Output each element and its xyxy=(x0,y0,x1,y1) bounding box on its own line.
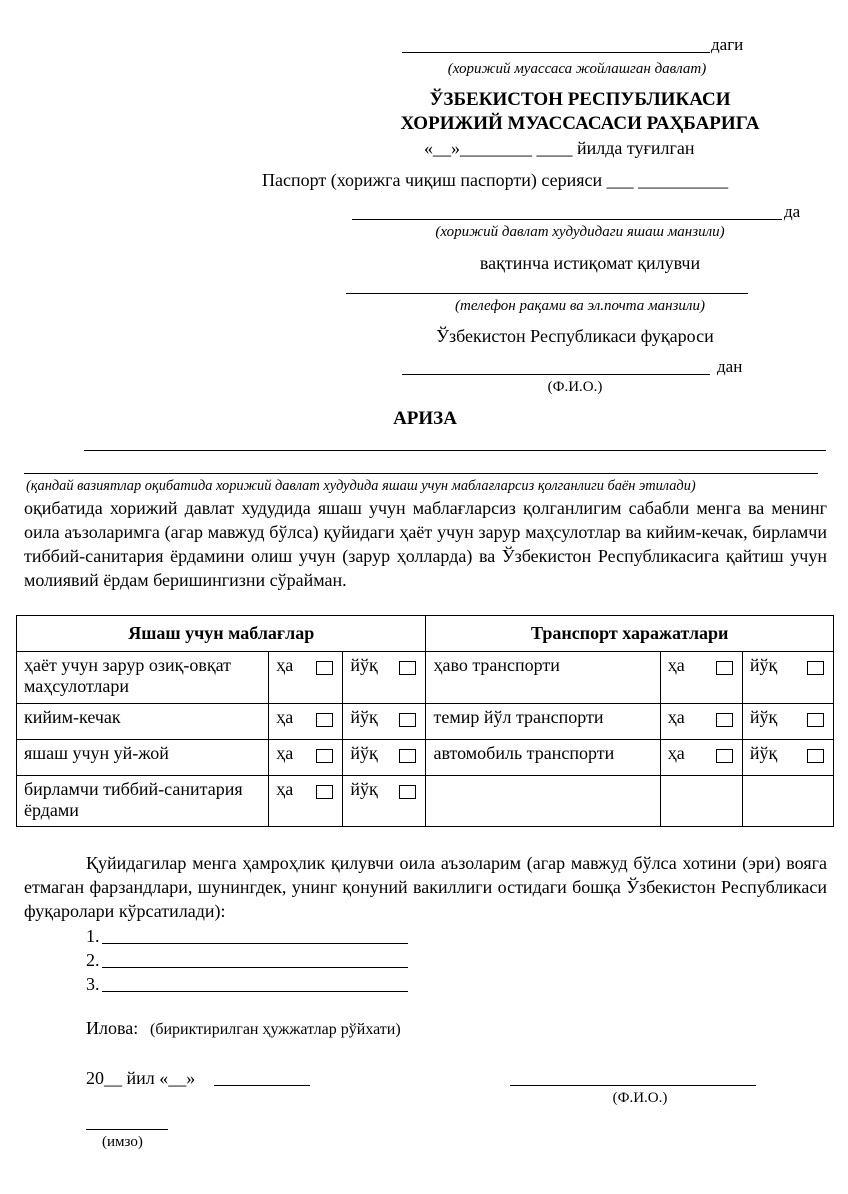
address-hint: (хорижий давлат худудидаги яшаш манзили) xyxy=(435,224,725,240)
table-row xyxy=(17,740,834,776)
yes-label: ҳа xyxy=(667,743,685,763)
yes-checkbox[interactable] xyxy=(316,749,333,763)
family-paragraph: Қуйидагилар менга ҳамроҳлик қилувчи оила аъзоларим (агар мавжуд бўлса хотини (эри) вояга етмаган фарзандлари, шунингдек, унинг қонуний вакиллиги остидаги бошқа Ўзбекистон Республикаси фуқаролари кўрсатилади): xyxy=(24,853,827,921)
assistance-table xyxy=(16,615,834,827)
transport-costs-header: Транспорт харажатлари xyxy=(426,616,834,652)
no-checkbox[interactable] xyxy=(399,713,416,727)
yes-checkbox[interactable] xyxy=(316,713,333,727)
country-line[interactable] xyxy=(402,52,710,53)
addressee-line1: ЎЗБЕКИСТОН РЕСПУБЛИКАСИ xyxy=(429,89,731,110)
yes-checkbox[interactable] xyxy=(716,749,733,763)
yes-label: ҳа xyxy=(667,707,685,727)
addressee-line2: ХОРИЖИЙ МУАССАСАСИ РАҲБАРИГА xyxy=(400,113,760,134)
no-label: йўқ xyxy=(350,655,378,675)
reason-hint: (қандай вазиятлар оқибатида хорижий давлат худудида яшаш учун маблағларсиз қолганлиги баён этилади) xyxy=(26,478,696,494)
empty-cell xyxy=(742,776,833,827)
family-item-line[interactable] xyxy=(102,967,408,968)
reason-line-1[interactable] xyxy=(84,450,826,451)
yes-label: ҳа xyxy=(667,655,685,675)
citizen-label: Ўзбекистон Республикаси фуқароси xyxy=(436,326,714,346)
empty-cell xyxy=(660,776,742,827)
no-checkbox[interactable] xyxy=(399,785,416,799)
family-item-number: 1. xyxy=(86,926,100,946)
no-label: йўқ xyxy=(749,655,778,675)
no-checkbox[interactable] xyxy=(399,749,416,763)
no-checkbox[interactable] xyxy=(807,661,824,675)
no-checkbox[interactable] xyxy=(399,661,416,675)
family-item-line[interactable] xyxy=(102,991,408,992)
attachment-hint: (бириктирилган ҳужжатлар рўйхати) xyxy=(150,1021,401,1038)
yes-label: ҳа xyxy=(276,655,294,675)
signature-line[interactable] xyxy=(86,1129,168,1130)
yes-label: ҳа xyxy=(276,779,294,799)
no-label: йўқ xyxy=(749,707,778,727)
fio-line[interactable] xyxy=(402,374,710,375)
passport-line: Паспорт (хорижга чиқиш паспорти) серияси ___ __________ xyxy=(262,170,729,190)
yes-checkbox[interactable] xyxy=(716,661,733,675)
yes-checkbox[interactable] xyxy=(316,661,333,675)
living-item-label: ҳаёт учун зарур озиқ-овқат маҳсулотлари xyxy=(17,652,269,704)
yes-label: ҳа xyxy=(276,707,294,727)
family-item-number: 3. xyxy=(86,974,100,994)
empty-cell xyxy=(426,776,660,827)
living-item-label: кийим-кечак xyxy=(17,704,269,740)
country-hint: (хорижий муассаса жойлашган давлат) xyxy=(447,61,707,77)
footer-fio-line[interactable] xyxy=(510,1085,756,1086)
living-item-label: бирламчи тиббий-санитария ёрдами xyxy=(17,776,269,827)
no-label: йўқ xyxy=(350,743,378,763)
yes-checkbox[interactable] xyxy=(716,713,733,727)
table-header-row xyxy=(17,616,834,652)
document-title: АРИЗА xyxy=(393,408,457,429)
from-suffix: дан xyxy=(717,357,743,376)
contact-hint: (телефон рақами ва эл.почта манзили) xyxy=(455,298,705,314)
birth-date-line: «__»________ ____ йилда туғилган xyxy=(424,138,695,158)
country-suffix: даги xyxy=(711,35,744,54)
no-label: йўқ xyxy=(350,707,378,727)
transport-item-label: автомобиль транспорти xyxy=(426,740,660,776)
table-row xyxy=(17,652,834,704)
contact-line[interactable] xyxy=(346,293,748,294)
transport-item-label: ҳаво транспорти xyxy=(426,652,660,704)
table-row xyxy=(17,704,834,740)
no-label: йўқ xyxy=(350,779,378,799)
family-item-number: 2. xyxy=(86,950,100,970)
footer-fio-hint: (Ф.И.О.) xyxy=(612,1090,668,1106)
family-item-line[interactable] xyxy=(102,943,408,944)
address-line[interactable] xyxy=(352,219,782,220)
table-row xyxy=(17,776,834,827)
no-label: йўқ xyxy=(749,743,778,763)
reason-line-2[interactable] xyxy=(24,473,818,474)
yes-checkbox[interactable] xyxy=(316,785,333,799)
date-month-line[interactable] xyxy=(214,1085,310,1086)
living-funds-header: Яшаш учун маблағлар xyxy=(17,616,426,652)
attachment-label: Илова: xyxy=(86,1018,139,1038)
transport-item-label: темир йўл транспорти xyxy=(426,704,660,740)
signature-hint: (имзо) xyxy=(102,1134,143,1150)
yes-label: ҳа xyxy=(276,743,294,763)
temp-residence-label: вақтинча истиқомат қилувчи xyxy=(479,253,701,273)
fio-hint: (Ф.И.О.) xyxy=(547,379,603,395)
no-checkbox[interactable] xyxy=(807,749,824,763)
date-line: 20__ йил «__» xyxy=(86,1068,196,1088)
living-item-label: яшаш учун уй-жой xyxy=(17,740,269,776)
address-suffix: да xyxy=(784,202,801,221)
body-paragraph: оқибатида хорижий давлат худудида яшаш учун маблағларсиз қолганлигим сабабли менга ва менинг оила аъзоларимга (агар мавжуд бўлса) қуйидаги ҳаёт учун зарур маҳсулотлар ва кийим-кечак, бирламчи тиббий-санитария ёрдамини олиш учун (зарур ҳолларда) ва Ўзбекистон Республикасига қайтиш учун молиявий ёрдам беришингизни сўрайман. xyxy=(24,498,827,590)
no-checkbox[interactable] xyxy=(807,713,824,727)
